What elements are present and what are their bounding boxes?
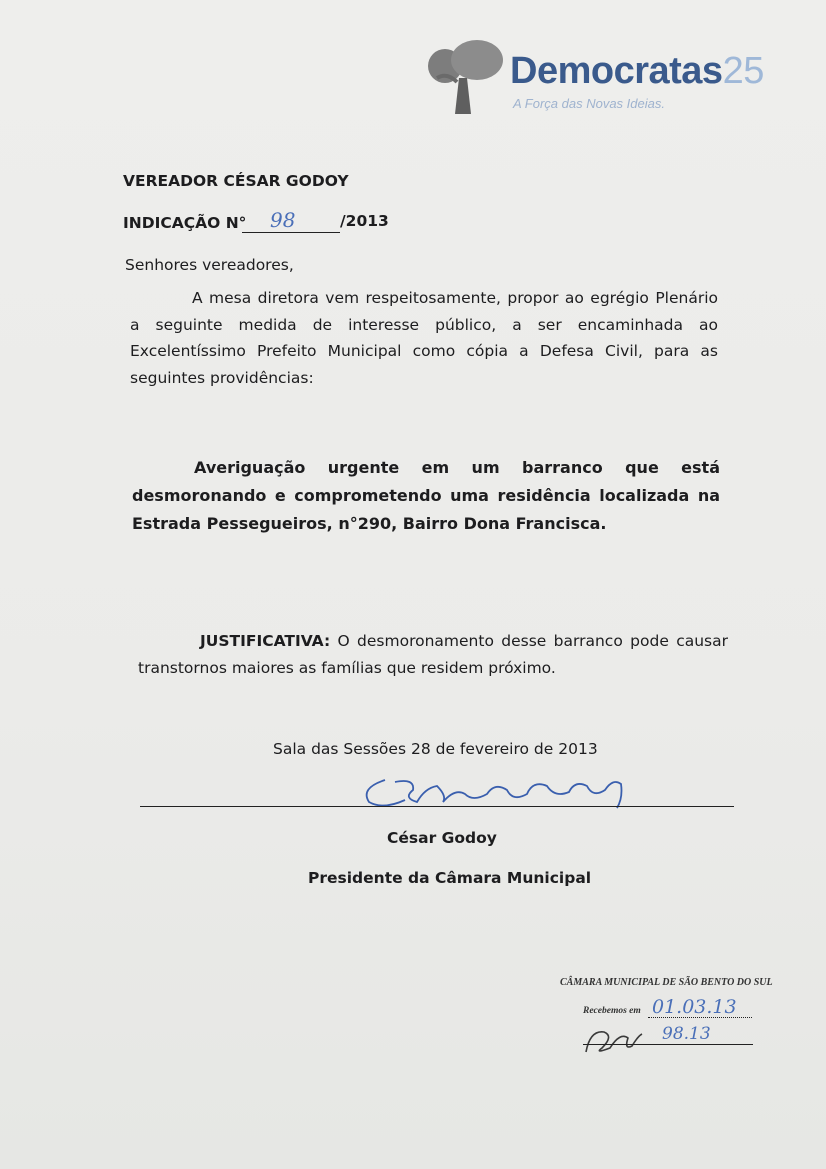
logo-wordmark: Democratas25: [510, 50, 764, 92]
place-date: Sala das Sessões 28 de fevereiro de 2013: [273, 740, 598, 758]
indicacao-number: 98: [270, 208, 296, 232]
signature-line: [140, 806, 734, 807]
democratas-logo: [425, 38, 765, 118]
stamp-initials: [580, 1022, 650, 1058]
signer-name: César Godoy: [387, 829, 497, 847]
intro-paragraph: A mesa diretora vem respeitosamente, propor ao egrégio Plenário a seguinte medida de interesse público, a ser encaminhada ao Excelentíssimo Prefeito Municipal como cópia a Defesa Civil, para as seguintes providências:: [130, 289, 718, 387]
stamp-received-date: 01.03.13: [652, 996, 737, 1018]
indicacao-prefix: INDICAÇÃO N°: [123, 214, 247, 232]
author-heading: VEREADOR CÉSAR GODOY: [123, 172, 349, 190]
stamp-protocol: 98.13: [662, 1024, 711, 1044]
justification-label: JUSTIFICATIVA:: [200, 632, 331, 650]
salutation: Senhores vereadores,: [125, 256, 294, 274]
justification-paragraph: JUSTIFICATIVA: O desmoronamento desse barranco pode causar transtornos maiores as famílias que residem próximo.: [138, 632, 728, 677]
signature-image: [355, 768, 655, 818]
logo-tagline: A Força das Novas Ideias.: [513, 96, 665, 111]
tree-icon: [425, 38, 505, 118]
stamp-institution: CÂMARA MUNICIPAL DE SÃO BENTO DO SUL: [560, 977, 773, 988]
signer-title: Presidente da Câmara Municipal: [308, 869, 592, 887]
request-paragraph: Averiguação urgente em um barranco que está desmoronando e comprometendo uma residência localizada na Estrada Pessegueiros, n°290, Bairro Dona Francisca.: [132, 458, 720, 533]
indicacao-line: [123, 214, 246, 232]
indicacao-underline: [242, 232, 340, 233]
stamp-received-label: Recebemos em: [583, 1006, 641, 1016]
stamp-protocol-line: [583, 1044, 753, 1045]
indicacao-suffix: /2013: [340, 212, 389, 230]
